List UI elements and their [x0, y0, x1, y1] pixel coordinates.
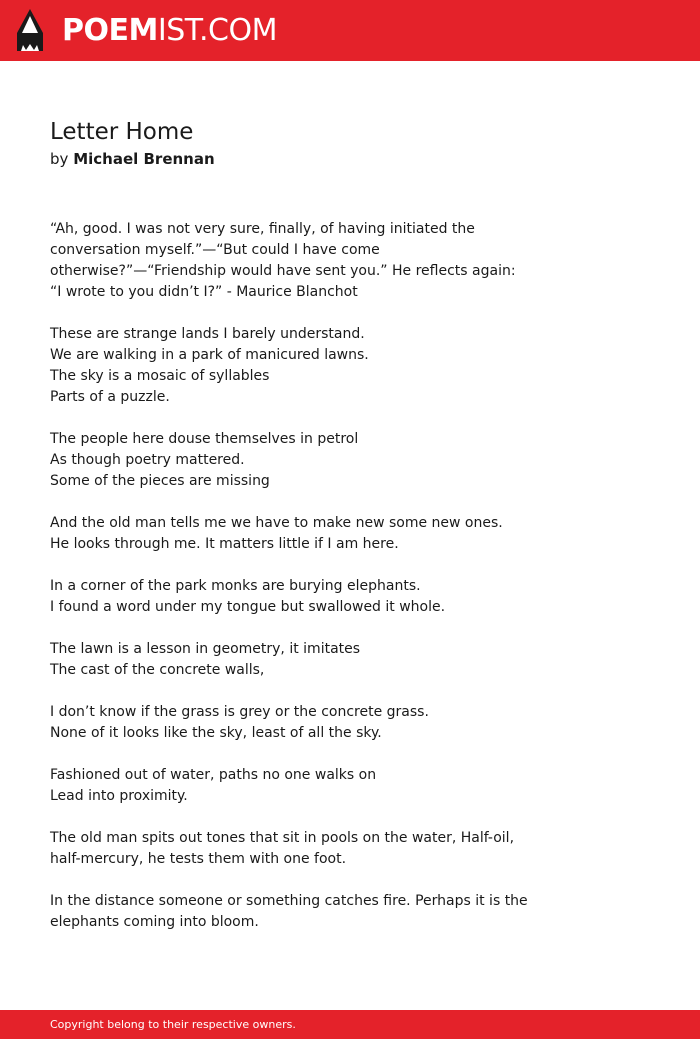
site-logo[interactable]: [62, 13, 277, 49]
poem-line: In the distance someone or something catches fire. Perhaps it is the: [50, 893, 528, 909]
stanza-gap: [50, 618, 650, 639]
poem-line: Parts of a puzzle.: [50, 389, 170, 405]
stanza-gap: [50, 807, 650, 828]
stanza-gap: [50, 744, 650, 765]
stanza-gap: [50, 555, 650, 576]
byline-prefix: by: [50, 150, 69, 168]
pencil-logo-icon[interactable]: [17, 9, 43, 51]
stanza-gap: [50, 303, 650, 324]
poem-line: He looks through me. It matters little if I am here.: [50, 536, 399, 552]
poem-line: As though poetry mattered.: [50, 452, 245, 468]
poem-byline: [50, 148, 215, 170]
poem-line: In a corner of the park monks are burying elephants.: [50, 578, 421, 594]
poem-line: otherwise?”—“Friendship would have sent you.” He reflects again:: [50, 263, 516, 279]
logo-light-part: IST.COM: [157, 13, 277, 48]
logo-bold-part: POEM: [62, 13, 158, 48]
stanza-gap: [50, 492, 650, 513]
site-header: [0, 0, 700, 61]
poem-line: The cast of the concrete walls,: [50, 662, 265, 678]
poem-line: None of it looks like the sky, least of all the sky.: [50, 725, 382, 741]
poem-line: The sky is a mosaic of syllables: [50, 368, 270, 384]
poem-line: These are strange lands I barely understand.: [50, 326, 365, 342]
copyright-notice: Copyright belong to their respective owners.: [50, 1018, 296, 1031]
stanza-gap: [50, 681, 650, 702]
site-footer: [0, 1010, 700, 1039]
stanza-gap: [50, 870, 650, 891]
poem-line: The lawn is a lesson in geometry, it imitates: [50, 641, 361, 657]
poem-line: “Ah, good. I was not very sure, finally, of having initiated the: [50, 221, 475, 237]
poem-line: elephants coming into bloom.: [50, 914, 259, 930]
poem-line: We are walking in a park of manicured lawns.: [50, 347, 369, 363]
poem-author: Michael Brennan: [73, 150, 215, 168]
poem-line: The people here douse themselves in petrol: [50, 431, 359, 447]
poem-line: half-mercury, he tests them with one foot.: [50, 851, 347, 867]
stanza-gap: [50, 408, 650, 429]
poem-title: Letter Home: [50, 119, 194, 145]
poem-line: I found a word under my tongue but swallowed it whole.: [50, 599, 446, 615]
poem-line: Some of the pieces are missing: [50, 473, 270, 489]
poem-line: conversation myself.”—“But could I have come: [50, 242, 380, 258]
poem-line: I don’t know if the grass is grey or the concrete grass.: [50, 704, 429, 720]
poem-line: Fashioned out of water, paths no one walks on: [50, 767, 377, 783]
poem-line: The old man spits out tones that sit in pools on the water, Half-oil,: [50, 830, 515, 846]
poem-line: “I wrote to you didn’t I?” - Maurice Blanchot: [50, 284, 358, 300]
poem-line: And the old man tells me we have to make new some new ones.: [50, 515, 503, 531]
poem-body: [50, 219, 650, 933]
poem-line: Lead into proximity.: [50, 788, 188, 804]
